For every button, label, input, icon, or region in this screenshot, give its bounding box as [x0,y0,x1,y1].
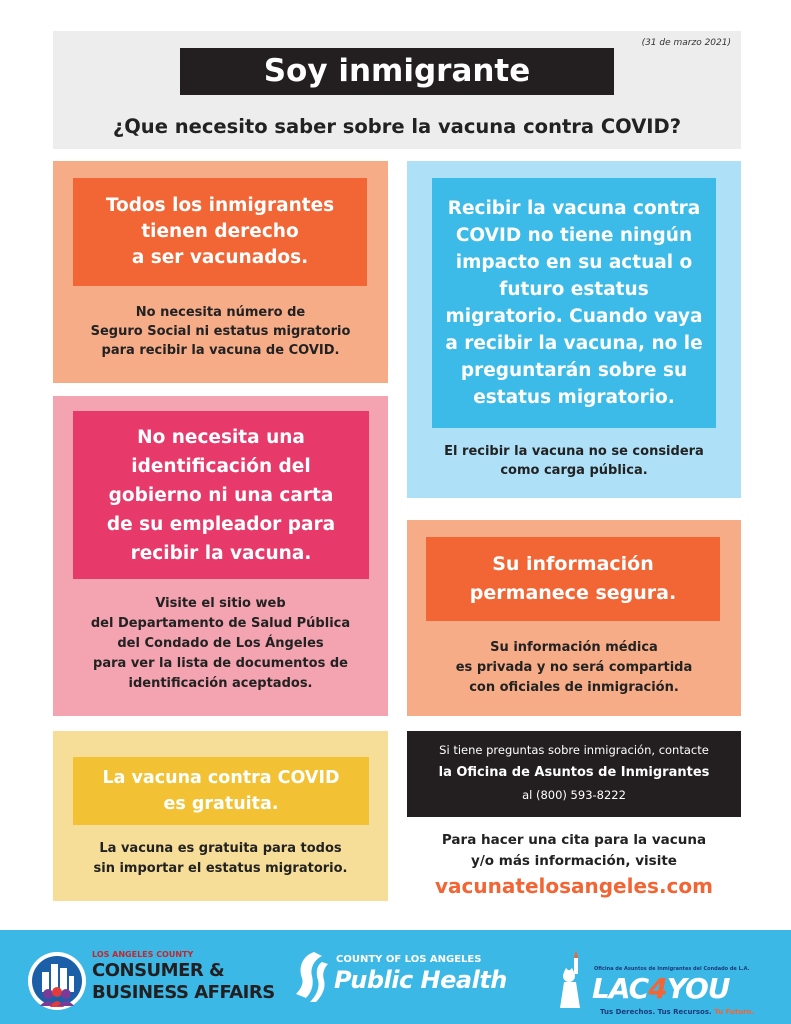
lac4you-tagline-a: Tus Derechos. [600,1008,656,1016]
card-rights-body: No necesita número de Seguro Social ni estatus migratorio para recibir la vacuna de COVID. [90,305,351,358]
page-subtitle: ¿Que necesito saber sobre la vacuna contra COVID? [112,115,682,138]
card-status-body: El recibir la vacuna no se considera como carga pública. [444,444,704,478]
card-free-body: La vacuna es gratuita para todos sin importar el estatus migratorio. [93,841,348,876]
liberty-statue-icon [552,948,592,1010]
dcba-line1: CONSUMER & [92,960,225,981]
lac4you-tagline [600,1008,754,1016]
appointment-text: Para hacer una cita para la vacuna y/o más información, visite [441,832,707,869]
lac4you-top: Oficina de Asuntos de Inmigrantes del Condado de L.A. [594,966,750,972]
footer-banner [0,930,791,1024]
lac4you-four: 4 [648,972,667,1005]
lac4you-you: YOU [666,972,730,1005]
public-health-name: Public Health [334,966,507,994]
card-status-heading: Recibir la vacuna contra COVID no tiene ningún impacto en su actual o futuro estatus migratorio. Cuando vaya a recibir la vacuna, no le preguntarán sobre su estatus migratorio. [432,178,716,428]
page-title: Soy inmigrante [180,48,614,95]
lac4you-tagline-c: Tu Futuro. [714,1008,755,1016]
card-id-heading: No necesita una identificación del gobierno ni una carta de su empleador para recibir la vacuna. [73,411,369,579]
card-free-heading: La vacuna contra COVID es gratuita. [73,757,369,825]
card-id-body: Visite el sitio web del Departamento de Salud Pública del Condado de Los Ángeles para ver la lista de documentos de identificación aceptados. [90,596,351,691]
card-rights-heading: Todos los inmigrantes tienen derecho a ser vacunados. [73,178,367,286]
public-health-logo-icon [292,948,332,1004]
card-info [407,520,741,716]
date-label: (31 de marzo 2021) [641,38,731,48]
card-id [53,396,388,716]
card-status [407,161,741,498]
dcba-line2: BUSINESS AFFAIRS [92,982,275,1003]
card-info-heading: Su información permanece segura. [426,537,720,621]
lac4you-tagline-b: Tus Recursos. [657,1008,712,1016]
contact-phone: al (800) 593-8222 [522,788,626,802]
public-health-top: COUNTY OF LOS ANGELES [336,954,482,965]
dcba-logo-icon [26,950,88,1012]
card-free [53,731,388,901]
appointment-url-link[interactable]: vacunatelosangeles.com [435,874,713,898]
contact-box [407,731,741,817]
card-info-body: Su información médica es privada y no será compartida con oficiales de inmigración. [455,640,693,695]
lac4you-wordmark [592,973,730,1005]
dcba-top: LOS ANGELES COUNTY [92,950,194,959]
contact-line: Si tiene preguntas sobre inmigración, contacte [439,743,709,757]
lac4you-lac: LAC [592,972,649,1005]
header-banner [53,31,741,149]
card-rights [53,161,388,383]
contact-office: la Oficina de Asuntos de Inmigrantes [438,765,710,780]
